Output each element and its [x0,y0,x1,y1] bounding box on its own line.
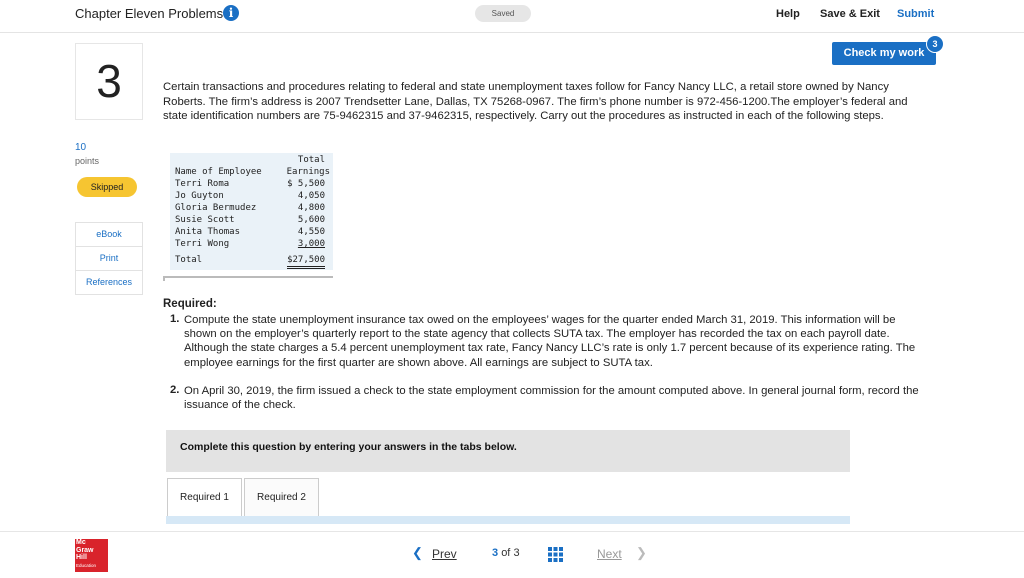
table-row [170,238,333,250]
table-row [170,214,333,226]
employee-earnings: 4,800 [297,203,325,213]
table-header-earnings: Earnings [286,167,330,177]
employee-earnings: 4,050 [297,191,325,201]
ebook-button[interactable]: eBook [75,222,143,247]
employee-name: Jo Guyton [175,191,224,201]
required-item-text: On April 30, 2019, the firm issued a check to the state employment commission for the amount computed above. In general journal form, record the issuance of the check. [184,385,919,412]
footer-divider [0,531,1024,532]
logo-line: Education [76,562,97,568]
page-current: 3 [492,547,499,559]
table-row [170,226,333,238]
employee-earnings: 4,550 [297,227,325,237]
employee-name: Susie Scott [175,215,235,225]
employee-name: Terri Wong [175,239,230,249]
table-total-row [170,254,333,266]
question-intro: Certain transactions and procedures relating to federal and state unemployment taxes follow for Fancy Nancy LLC, a retail store owned by Nancy Roberts. The firm’s address is 2007 Trendsetter Lane, Dallas, TX 75268-0967. The firm’s phone number is 972-456-1200.The employer’s federal and state identification numbers are 75-9462315 and 37-9462315, respectively. Carry out the procedures as instructed in each of the following steps. [163,81,908,122]
table-divider-tick [163,276,165,281]
question-number: 3 [75,43,143,120]
page-total: 3 [513,547,520,559]
chevron-right-icon[interactable]: ❯ [636,545,647,560]
page-of: of [501,547,511,559]
logo-line: Hill [76,554,87,561]
required-heading: Required: [163,298,217,310]
chevron-left-icon[interactable]: ❮ [412,545,423,560]
employee-name: Terri Roma [175,179,230,189]
employee-name: Gloria Bermudez [175,203,257,213]
saved-status-badge: Saved [475,5,531,22]
table-header-total: Total [297,155,325,165]
points-value: 10 [75,142,87,153]
references-button[interactable]: References [75,270,143,295]
instruction-text: Complete this question by entering your answers in the tabs below. [180,441,517,453]
check-attempts-badge: 3 [926,35,944,53]
table-divider [163,276,333,278]
grid-icon[interactable] [548,547,563,562]
mcgraw-hill-logo [75,539,108,572]
skipped-status-badge: Skipped [77,177,137,197]
table-row [170,178,333,190]
required-item-number: 2. [170,384,180,396]
total-earnings: $27,500 [287,254,325,269]
table-row [170,190,333,202]
next-button[interactable]: Next [597,547,622,561]
logo-line: Mc [76,539,86,546]
employee-earnings: $ 5,500 [287,179,325,189]
info-icon[interactable]: i [223,5,239,21]
tab-required-1[interactable]: Required 1 [167,478,242,517]
save-exit-link[interactable]: Save & Exit [820,8,880,20]
check-my-work-button[interactable]: Check my work [832,42,936,65]
employee-earnings-table [170,153,333,270]
required-item-number: 1. [170,313,180,325]
tab-required-2[interactable]: Required 2 [244,478,319,517]
print-button[interactable]: Print [75,246,143,271]
required-item-text: Compute the state unemployment insurance tax owed on the employees’ wages for the quarter ended March 31, 2019. This information will be shown on the employer’s quarterly report to the state agency that collects SUTA tax. The employer has recorded the tax on each payroll date. Although the state charges a 5.4 percent unemployment tax rate, Fancy Nancy LLC’s rate is only 1.7 percent because of its experience rating. The employee earnings for the first quarter are shown above. All earnings are subject to SUTA tax. [184,314,916,369]
table-header-row [170,166,333,178]
table-header-name: Name of Employee [175,167,262,177]
total-label: Total [175,255,203,265]
employee-earnings: 3,000 [297,239,325,249]
assignment-title: Chapter Eleven Problems [75,6,224,21]
employee-earnings: 5,600 [297,215,325,225]
tab-content-strip [166,516,850,524]
table-row [170,202,333,214]
help-link[interactable]: Help [776,8,800,20]
page-indicator [492,547,520,559]
submit-link[interactable]: Submit [897,8,935,20]
points-label: points [75,156,100,166]
logo-line: Graw [76,546,94,554]
table-header-row-top [170,154,333,166]
employee-name: Anita Thomas [175,227,241,237]
prev-button[interactable]: Prev [432,547,457,561]
